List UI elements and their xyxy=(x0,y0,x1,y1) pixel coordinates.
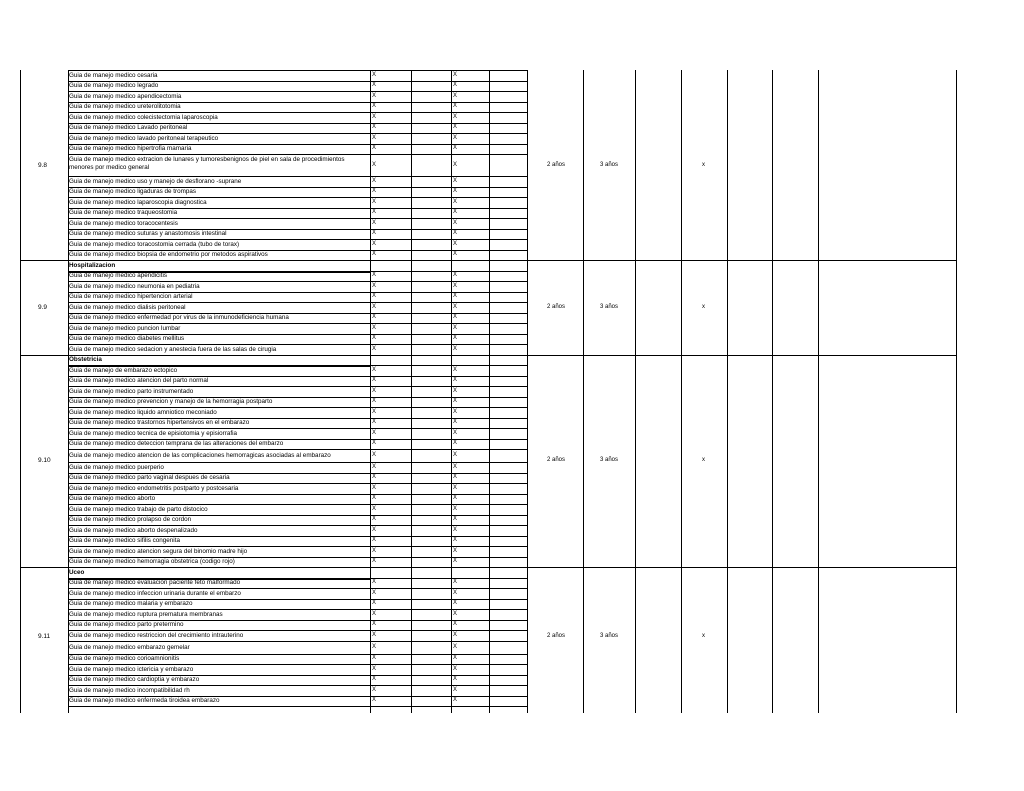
check-mark: X xyxy=(372,113,377,120)
table-row-label: Guia de manejo medico ictericia y embarazo xyxy=(69,665,194,673)
check-mark: X xyxy=(453,537,458,544)
grid-col xyxy=(370,70,371,713)
section-divider xyxy=(527,355,956,356)
check-mark: X xyxy=(453,240,458,247)
section-number: 9.11 xyxy=(38,633,51,640)
check-mark: X xyxy=(372,198,377,205)
duration-max: 3 años xyxy=(600,303,619,310)
compliance-mark: x xyxy=(702,457,705,464)
section-number: 9.9 xyxy=(38,303,48,311)
check-mark: X xyxy=(453,251,458,258)
table-row-label: Guia de manejo medico sifilis congenita xyxy=(69,537,180,545)
check-mark: X xyxy=(453,377,458,384)
table-row-label: Guia de manejo medico ureterolitotomia xyxy=(69,103,181,111)
check-mark: X xyxy=(372,440,377,447)
check-mark: X xyxy=(372,188,377,195)
check-mark: X xyxy=(372,92,377,99)
table-row-label: Guia de manejo medico Lavado peritoneal xyxy=(69,124,188,132)
check-mark: X xyxy=(453,145,458,152)
check-mark: X xyxy=(453,621,458,628)
check-mark: X xyxy=(453,82,458,89)
check-mark: X xyxy=(453,314,458,321)
grid-col xyxy=(956,70,957,713)
check-mark: X xyxy=(453,134,458,141)
check-mark: X xyxy=(453,463,458,470)
table-row-label: Guia de manejo de embarazo ectopico xyxy=(69,366,178,374)
check-mark: X xyxy=(453,474,458,481)
check-mark: X xyxy=(372,429,377,436)
table-row-label: Guia de manejo medico colecistectomia laparoscopia xyxy=(69,113,218,121)
check-mark: X xyxy=(372,398,377,405)
grid-col xyxy=(451,70,452,713)
check-mark: X xyxy=(372,697,377,704)
table-row-label: Guia de manejo medico tecnica de episiotomia y episiorrafia xyxy=(69,429,238,437)
check-mark: X xyxy=(372,230,377,237)
table-row-label: Guia de manejo medico endometritis postparto y postcesaria xyxy=(69,484,239,492)
check-mark: X xyxy=(453,526,458,533)
check-mark: X xyxy=(453,398,458,405)
grid-col xyxy=(818,70,819,713)
check-mark: X xyxy=(453,103,458,110)
check-mark: X xyxy=(453,558,458,565)
table-row-label: Guia de manejo medico toracostomia cerrada (tubo de torax) xyxy=(69,240,240,248)
table-row-label: Guia de manejo medico hipertrofia mamaria xyxy=(69,145,192,153)
table-row-label: Guia de manejo medico diabetes mellitus xyxy=(69,335,185,343)
check-mark: X xyxy=(372,686,377,693)
table-row-label: Guia de manejo medico enfermedad por virus de la inmunodeficiencia humana xyxy=(69,314,289,322)
grid-col xyxy=(681,70,682,713)
check-mark: X xyxy=(453,697,458,704)
compliance-mark: x xyxy=(702,303,705,310)
check-mark: X xyxy=(372,505,377,512)
table-row-label: Guia de manejo medico trastornos hipertensivos en el embarazo xyxy=(69,419,250,427)
check-mark: X xyxy=(372,314,377,321)
duration-min: 2 años xyxy=(547,161,566,168)
table-row-label: Guia de manejo medico biopsia de endometrio por metodos aspirativos xyxy=(69,251,268,259)
table-row-label: Guia de manejo medico parto vaginal despues de cesaria xyxy=(69,474,230,482)
check-mark: X xyxy=(372,293,377,300)
check-mark: X xyxy=(372,82,377,89)
duration-min: 2 años xyxy=(547,457,566,464)
check-mark: X xyxy=(372,526,377,533)
table-row-label: Guia de manejo medico traqueostomia xyxy=(69,209,178,217)
check-mark: X xyxy=(453,113,458,120)
grid-col xyxy=(727,70,728,713)
check-mark: X xyxy=(453,495,458,502)
section-number: 9.8 xyxy=(38,161,48,169)
check-mark: X xyxy=(372,537,377,544)
check-mark: X xyxy=(453,366,458,373)
check-mark: X xyxy=(453,282,458,289)
check-mark: X xyxy=(453,71,458,78)
table-row-label: Guia de manejo medico incompatibilidad rh xyxy=(69,686,190,694)
check-mark: X xyxy=(453,219,458,226)
check-mark: X xyxy=(453,429,458,436)
check-mark: X xyxy=(372,419,377,426)
check-mark: X xyxy=(372,655,377,662)
table-row-label: Guia de manejo medico uso y manejo de desflorano -suprane xyxy=(69,177,242,185)
check-mark: X xyxy=(372,103,377,110)
grid-col xyxy=(772,70,773,713)
check-mark: X xyxy=(453,505,458,512)
check-mark: X xyxy=(453,547,458,554)
check-mark: X xyxy=(372,452,377,458)
check-mark: X xyxy=(372,324,377,331)
check-mark: X xyxy=(453,665,458,672)
table-row-label: Guia de manejo medico embarazo gemelar xyxy=(69,643,190,651)
compliance-mark: x xyxy=(702,161,705,168)
check-mark: X xyxy=(453,516,458,523)
row-divider xyxy=(68,154,527,155)
grid-col xyxy=(527,70,528,713)
section-divider xyxy=(527,260,956,261)
check-mark: X xyxy=(372,251,377,258)
check-mark: X xyxy=(453,324,458,331)
table-row-label: Guia de manejo medico cesaria xyxy=(69,71,158,79)
check-mark: X xyxy=(372,177,377,184)
check-mark: X xyxy=(453,610,458,617)
table-row-label: Guia de manejo medico atencion de las complicaciones hemorragicas asociadas al embarazo xyxy=(69,452,331,459)
check-mark: X xyxy=(372,463,377,470)
check-mark: X xyxy=(372,600,377,607)
check-mark: X xyxy=(372,387,377,394)
row-divider xyxy=(68,641,527,642)
check-mark: X xyxy=(372,558,377,565)
check-mark: X xyxy=(453,631,458,638)
row-divider xyxy=(68,355,527,356)
check-mark: X xyxy=(372,240,377,247)
table-row-label: Guia de manejo medico prevencion y manejo de la hemorragia postparto xyxy=(69,398,273,406)
check-mark: X xyxy=(453,600,458,607)
table-row-label: Guia de manejo medico lavado peritoneal terapeutico xyxy=(69,134,219,142)
check-mark: X xyxy=(453,230,458,237)
table-row-label: Guia de manejo medico cardioptia y embarazo xyxy=(69,676,200,684)
check-mark: X xyxy=(372,272,377,279)
table-row-label: Guia de manejo medico hipertencion arterial xyxy=(69,293,193,301)
table-row-label: Guia de manejo medico aborto xyxy=(69,495,156,503)
check-mark: X xyxy=(453,676,458,683)
check-mark: X xyxy=(372,303,377,310)
check-mark: X xyxy=(453,92,458,99)
check-mark: X xyxy=(453,124,458,131)
check-mark: X xyxy=(372,161,377,168)
check-mark: X xyxy=(453,643,458,650)
row-divider xyxy=(68,567,527,568)
check-mark: X xyxy=(372,621,377,628)
check-mark: X xyxy=(372,377,377,384)
table-row-label: Guia de manejo medico sedacion y anestecia fuera de las salas de cirugia xyxy=(69,345,277,353)
section-header: Hospitalizacion xyxy=(69,261,116,269)
check-mark: X xyxy=(372,345,377,352)
table-row-label: Guia de manejo medico puncion lumbar xyxy=(69,324,181,332)
section-divider xyxy=(20,355,68,356)
table-row-label: Guia de manejo medico trabajo de parto distocico xyxy=(69,505,208,513)
table-row-label: Guia de manejo medico restriccion del crecimiento intrauterino xyxy=(69,631,244,639)
check-mark: X xyxy=(453,209,458,216)
check-mark: X xyxy=(372,366,377,373)
grid-col xyxy=(411,70,412,713)
section-header: Uceo xyxy=(69,568,85,576)
check-mark: X xyxy=(372,665,377,672)
check-mark: X xyxy=(372,209,377,216)
check-mark: X xyxy=(453,387,458,394)
check-mark: X xyxy=(372,408,377,415)
check-mark: X xyxy=(372,474,377,481)
duration-max: 3 años xyxy=(600,457,619,464)
table-row-label: Guia de manejo medico legrado xyxy=(69,82,159,90)
check-mark: X xyxy=(372,335,377,342)
check-mark: X xyxy=(453,345,458,352)
table-row-label: Guia de manejo medico puerperio xyxy=(69,463,164,471)
table-row-label: Guia de manejo medico deteccion temprana de las alteraciones del embarzo xyxy=(69,440,284,448)
check-mark: X xyxy=(453,452,458,458)
check-mark: X xyxy=(372,495,377,502)
check-mark: X xyxy=(372,219,377,226)
table-row-label: Guia de manejo medico apendicitis xyxy=(69,272,168,280)
duration-min: 2 años xyxy=(547,633,566,639)
check-mark: X xyxy=(372,145,377,152)
table-row-label: Guia de manejo medico extracion de lunares y tumoresbenignos de piel en sala de procedimientos menores por medico general xyxy=(69,156,345,171)
table-row-label: Guia de manejo medico atencion del parto normal xyxy=(69,377,209,385)
check-mark: X xyxy=(372,631,377,638)
table-row-label: Guia de manejo medico suturas y anastomosis intestinal xyxy=(69,230,227,238)
table-row-label: Guia de manejo medico dialisis peritoneal xyxy=(69,303,186,311)
check-mark: X xyxy=(453,272,458,279)
table-row-label: Guia de manejo medico liquido amniotico meconiado xyxy=(69,408,217,416)
table-row-label: Guia de manejo medico aborto despenalizado xyxy=(69,526,198,534)
table-row-label: Guia de manejo medico malaria y embarazo xyxy=(69,600,193,608)
table-row-label: Guia de manejo medico atencion segura del binomio madre hijo xyxy=(69,547,248,555)
check-mark: X xyxy=(453,161,458,168)
row-divider xyxy=(68,449,527,450)
check-mark: X xyxy=(453,686,458,693)
check-mark: X xyxy=(453,303,458,310)
check-mark: X xyxy=(372,282,377,289)
check-mark: X xyxy=(453,335,458,342)
table-row-label: Guia de manejo medico ruptura prematura membranas xyxy=(69,610,223,618)
table-row-label: Guia de manejo medico toracocentesis xyxy=(69,219,178,227)
table-row-label: Guia de manejo medico apendicectomia xyxy=(69,92,182,100)
grid-col xyxy=(68,70,69,713)
check-mark: X xyxy=(453,484,458,491)
check-mark: X xyxy=(453,579,458,586)
check-mark: X xyxy=(453,440,458,447)
check-mark: X xyxy=(453,188,458,195)
check-mark: X xyxy=(372,676,377,683)
check-mark: X xyxy=(453,419,458,426)
check-mark: X xyxy=(453,177,458,184)
table-row-label: Guia de manejo medico hemorragia obstetrica (codigo rojo) xyxy=(69,558,235,566)
check-mark: X xyxy=(453,655,458,662)
section-divider xyxy=(20,567,68,568)
table-row-label: Guia de manejo medico infeccion urinaria durante el embarzo xyxy=(69,589,241,597)
check-mark: X xyxy=(372,134,377,141)
table-row-label: Guia de manejo medico corioamnionitis xyxy=(69,655,180,663)
check-mark: X xyxy=(453,589,458,596)
grid-col xyxy=(489,70,490,713)
section-divider xyxy=(20,260,68,261)
check-mark: X xyxy=(372,484,377,491)
duration-max: 3 años xyxy=(600,161,619,168)
check-mark: X xyxy=(372,589,377,596)
section-header: Obstetricia xyxy=(69,356,102,363)
table-row-label: Guia de manejo medico ligaduras de trompas xyxy=(69,188,197,196)
section-divider xyxy=(527,567,956,568)
table-row-label: Guia de manejo medico parto pretermino xyxy=(69,621,184,629)
duration-min: 2 años xyxy=(547,303,566,310)
compliance-mark: x xyxy=(702,633,705,639)
table-row-label: Guia de manejo medico enfermeda tiroidea embarazo xyxy=(69,697,220,705)
grid-col xyxy=(583,70,584,713)
check-mark: X xyxy=(372,71,377,78)
grid-col xyxy=(635,70,636,713)
check-mark: X xyxy=(453,198,458,205)
row-divider xyxy=(68,706,527,707)
check-mark: X xyxy=(372,124,377,131)
check-mark: X xyxy=(372,643,377,650)
grid-col-left xyxy=(20,70,21,713)
duration-max: 3 años xyxy=(600,633,619,639)
check-mark: X xyxy=(453,408,458,415)
table-row-label: Guia de manejo medico neumonia en pediatria xyxy=(69,282,200,290)
check-mark: X xyxy=(372,547,377,554)
table-row-label: Guia de manejo medico prolapso de cordon xyxy=(69,516,192,524)
check-mark: X xyxy=(372,516,377,523)
section-number: 9.10 xyxy=(38,457,51,465)
table-row-label: Guia de manejo medico evaluacion paciente feto malformado xyxy=(69,579,241,587)
check-mark: X xyxy=(453,293,458,300)
table-row-label: Guia de manejo medico parto instrumentado xyxy=(69,387,194,395)
check-mark: X xyxy=(372,610,377,617)
check-mark: X xyxy=(372,579,377,586)
table-row-label: Guia de manejo medico laparoscopia diagnostica xyxy=(69,198,207,206)
row-divider xyxy=(68,260,527,261)
